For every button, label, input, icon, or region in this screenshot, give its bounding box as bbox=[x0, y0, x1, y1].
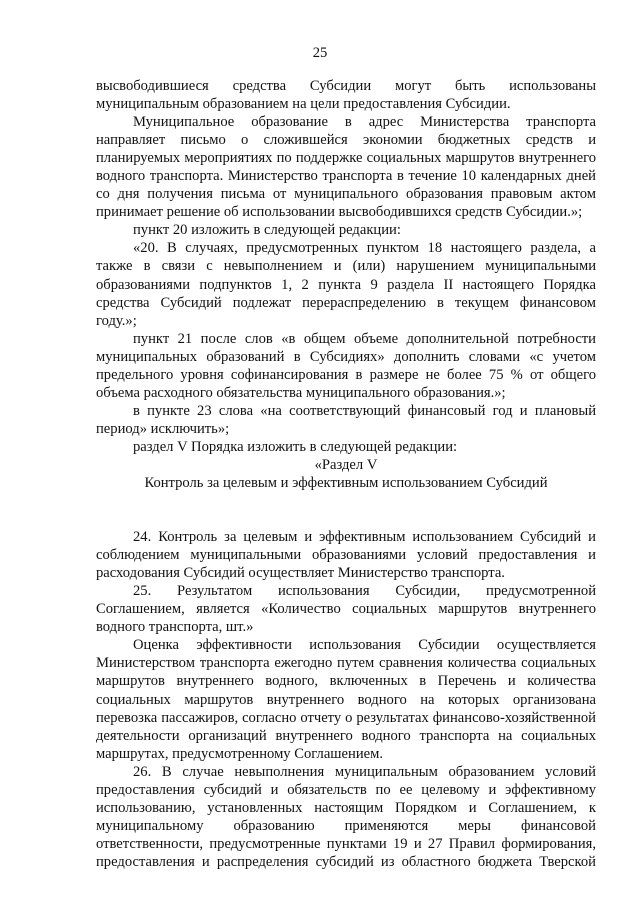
document-body bbox=[96, 77, 596, 871]
paragraph-item-24: 24. Контроль за целевым и эффективным использованием Субсидий и соблюдением муниципальными образованиями условий предоставления и расходования Субсидий осуществляет Министерство транспорта. bbox=[96, 529, 596, 582]
paragraph-municipal-letter: Муниципальное образование в адрес Министерства транспорта направляет письмо о сложившейся экономии бюджетных средств и планируемых мероприятиях по поддержке социальных маршрутов внутреннего водного транспорта. Министерство транспорта в течение 10 календарных дней со дня получения письма от муниципального образования правовым актом принимает решение об использовании высвободившихся средств Субсидии.»; bbox=[96, 114, 596, 221]
paragraph-item-20: «20. В случаях, предусмотренных пунктом 18 настоящего раздела, а также в связи с невыполнением и (или) нарушением муниципальными образованиями подпунктов 1, 2 пункта 9 раздела II настоящего Порядка средства Субсидий подлежат перераспределению в текущем финансовом году.»; bbox=[96, 240, 596, 329]
paragraph-item-21: пункт 21 после слов «в общем объеме дополнительной потребности муниципальных образований в Субсидиях» дополнить словами «с учетом предельного уровня софинансирования в размере не более 75 % от общего объема расходного обязательства муниципального образования.»; bbox=[96, 330, 596, 401]
section-heading: «Раздел V bbox=[314, 456, 378, 473]
paragraph-item-25: 25. Результатом использования Субсидии, предусмотренной Соглашением, является «Количество социальных маршрутов внутреннего водного транспорта, шт.» bbox=[96, 583, 596, 636]
paragraph-continuation: высвободившиеся средства Субсидии могут быть использованы муниципальным образованием на цели предоставления Субсидии. bbox=[96, 78, 596, 113]
paragraph-item-20-intro: пункт 20 изложить в следующей редакции: bbox=[133, 222, 401, 239]
page-number: 25 bbox=[312, 45, 328, 61]
section-spacer bbox=[96, 492, 596, 528]
section-title: Контроль за целевым и эффективным использованием Субсидий bbox=[144, 475, 548, 492]
paragraph-section-v-intro: раздел V Порядка изложить в следующей редакции: bbox=[133, 438, 458, 455]
paragraph-item-23: в пункте 23 слова «на соответствующий финансовый год и плановый период» исключить»; bbox=[96, 402, 596, 437]
paragraph-item-26: 26. В случае невыполнения муниципальным образованием условий предоставления субсидий и обязательств по ее целевому и эффективному использованию, установленных настоящим Порядком и Соглашением, к муниципальному образованию применяются меры финансовой ответственности, предусмотренные пунктами 19 и 27 Правил формирования, предоставления и распределения субсидий из областного бюджета Тверской bbox=[96, 763, 596, 870]
paragraph-efficiency-assessment: Оценка эффективности использования Субсидии осуществляется Министерством транспорта ежегодно путем сравнения количества социальных маршрутов внутреннего водного, включенных в Перечень и количества социальных маршрутов внутреннего водного на которых организована перевозка пассажиров, согласно отчету о результатах финансово-хозяйственной деятельности организаций внутреннего водного транспорта на социальных маршрутах, предусмотренному Соглашением. bbox=[96, 637, 596, 762]
